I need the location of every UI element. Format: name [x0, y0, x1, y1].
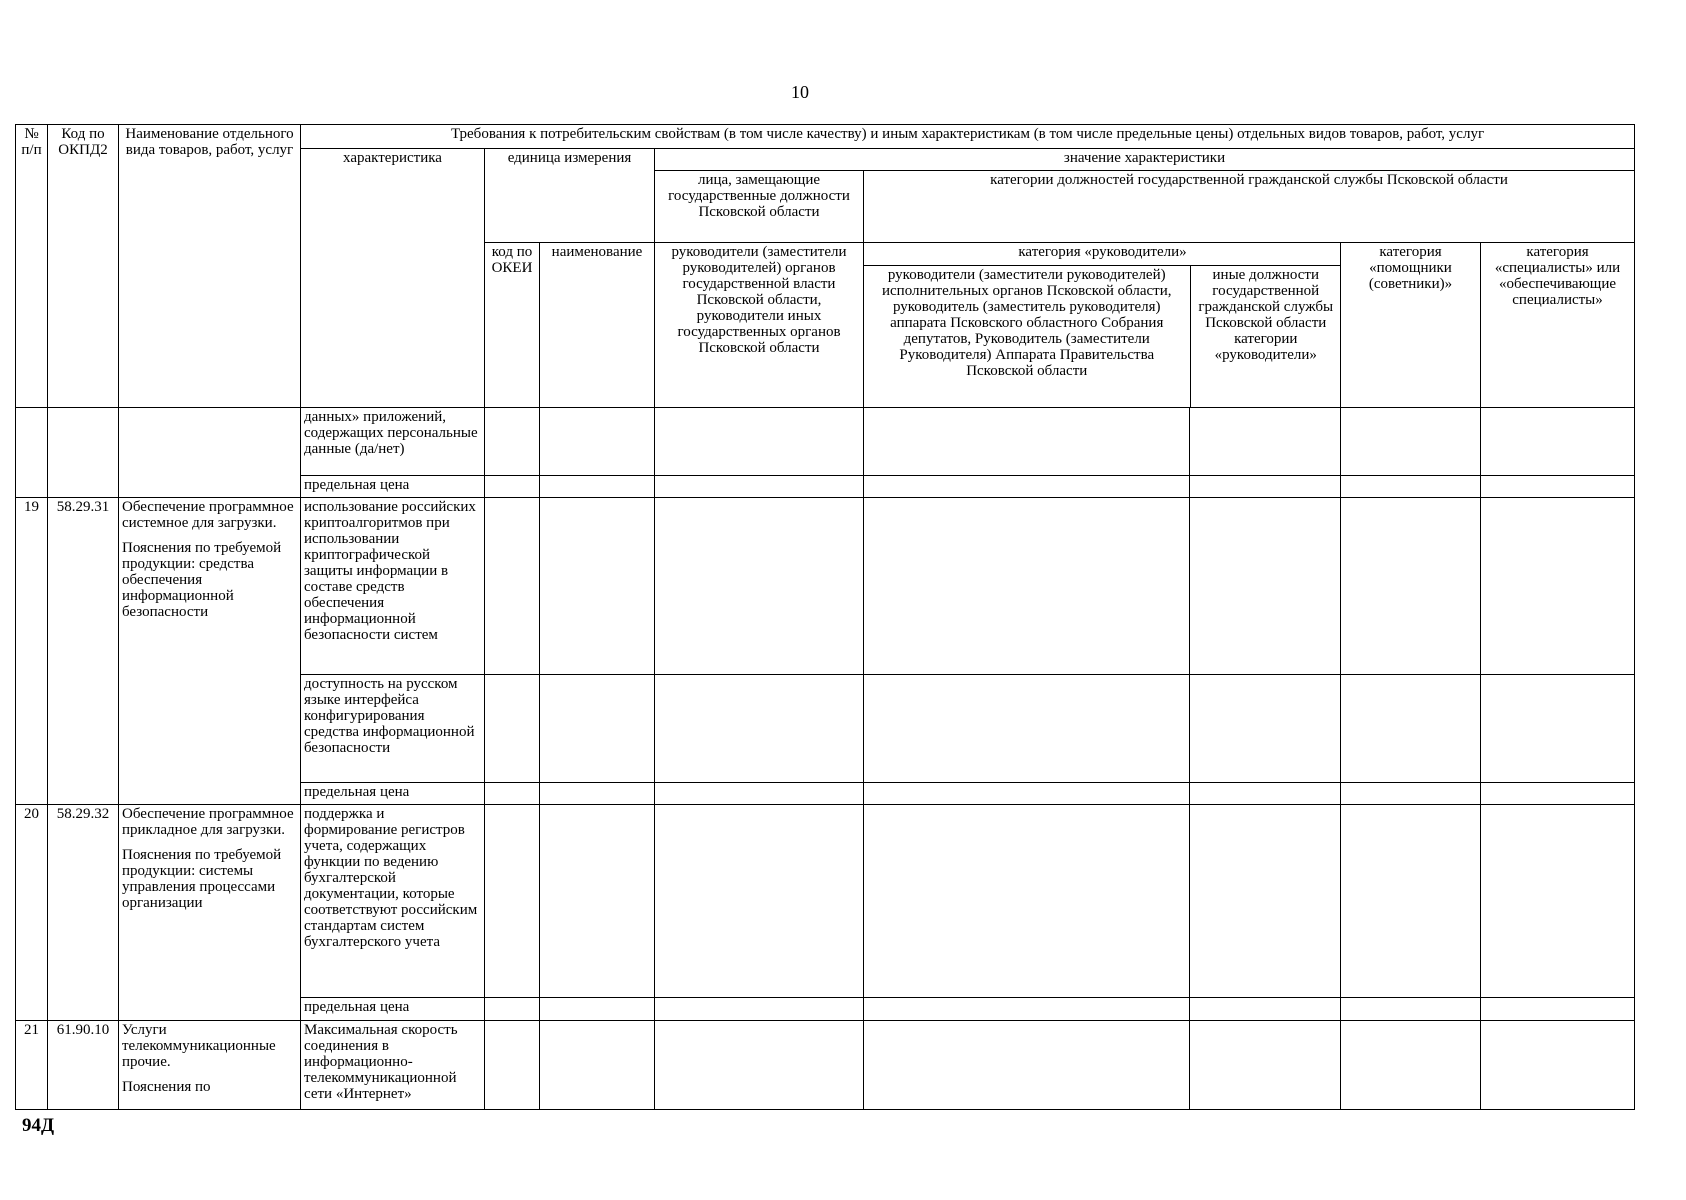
characteristic-cell: предельная цена: [301, 782, 485, 804]
header-unit-code: код по ОКЕИ: [485, 243, 540, 408]
characteristic-cell: данных» приложений, содержащих персональные данные (да/нет): [301, 408, 485, 476]
characteristic-cell: использование российских криптоалгоритмов при использовании криптографической защиты информации в составе средств обеспечения информационной безопасности систем: [301, 497, 485, 674]
header-heads-group: [864, 243, 1341, 408]
header-unit: единица измерения: [485, 149, 655, 243]
characteristic-cell: предельная цена: [301, 997, 485, 1020]
product-name: Обеспечение программное системное для загрузки. Пояснения по требуемой продукции: средства обеспечения информационной безопасности: [119, 497, 301, 804]
characteristic-cell: Максимальная скорость соединения в информационно-телекоммуникационной сети «Интернет»: [301, 1021, 485, 1110]
characteristic-cell: поддержка и формирование регистров учета, содержащих функции по ведению бухгалтерской документации, которые соответствуют российским стандартам систем бухгалтерского учета: [301, 804, 485, 997]
okpd2-code: 58.29.31: [48, 497, 119, 804]
header-name: Наименование отдельного вида товаров, работ, услуг: [119, 125, 301, 408]
characteristic-cell: предельная цена: [301, 475, 485, 497]
row-number: 19: [16, 497, 48, 804]
header-heads-exec: руководители (заместители руководителей) исполнительных органов Псковской области, руководитель (заместитель руководителя) аппарата Псковского областного Собрания депутатов, Руководитель (заместители Руководителя) Аппарата Правительства Псковской области: [864, 265, 1190, 407]
product-name: Услуги телекоммуникационные прочие. Пояснения по: [119, 1021, 301, 1110]
requirements-table: [15, 124, 1635, 1110]
characteristic-cell: доступность на русском языке интерфейса конфигурирования средства информационной безопасности: [301, 674, 485, 782]
header-cat-assistants: категория «помощники (советники)»: [1341, 243, 1481, 408]
header-civil-categories: категории должностей государственной гражданской службы Псковской области: [864, 171, 1635, 243]
row-number: 20: [16, 804, 48, 1020]
header-cat-specialists: категория «специалисты» или «обеспечивающие специалисты»: [1481, 243, 1635, 408]
table-row: [16, 497, 1635, 674]
okpd2-code: 61.90.10: [48, 1021, 119, 1110]
table-row: [16, 1021, 1635, 1110]
okpd2-code: 58.29.32: [48, 804, 119, 1020]
table-row: [16, 804, 1635, 997]
header-value: значение характеристики: [655, 149, 1635, 171]
header-code: Код по ОКПД2: [48, 125, 119, 408]
product-name: Обеспечение программное прикладное для загрузки. Пояснения по требуемой продукции: системы управления процессами организации: [119, 804, 301, 1020]
header-cat-heads: категория «руководители»: [864, 243, 1341, 265]
header-num: № п/п: [16, 125, 48, 408]
row-number: 21: [16, 1021, 48, 1110]
footer-mark: 94Д: [22, 1115, 55, 1136]
header-characteristic: характеристика: [301, 149, 485, 408]
header-requirements: Требования к потребительским свойствам (в том числе качеству) и иным характеристикам (в том числе предельные цены) отдельных видов товаров, работ, услуг: [301, 125, 1635, 149]
header-unit-name: наименование: [540, 243, 655, 408]
table-row: [16, 408, 1635, 476]
header-heads-bodies: руководители (заместители руководителей) органов государственной власти Псковской области, руководители иных государственных органов Псковской области: [655, 243, 864, 408]
header-other-posts: иные должности государственной гражданской службы Псковской области категории «руководители»: [1198, 266, 1334, 363]
page-number: 10: [791, 82, 809, 102]
header-persons-state: лица, замещающие государственные должности Псковской области: [655, 171, 864, 243]
